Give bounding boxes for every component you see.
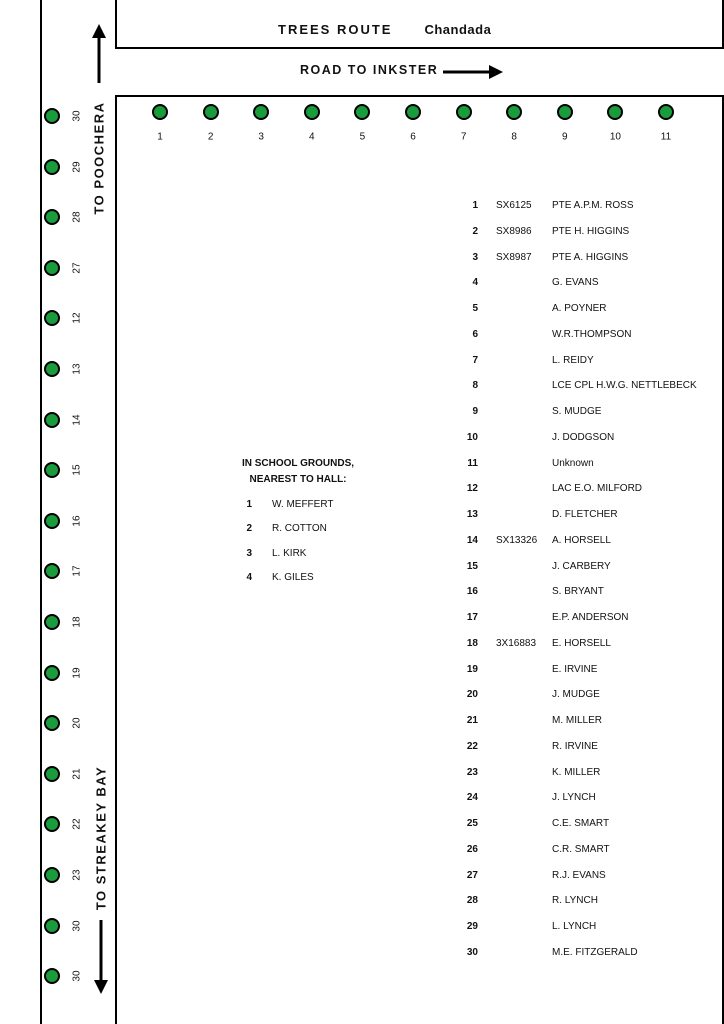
tree-marker (557, 104, 573, 120)
school-grounds-list (228, 456, 368, 590)
route-title: TREES ROUTE (278, 22, 393, 37)
tree-marker (658, 104, 674, 120)
tree-number: 3 (258, 131, 264, 143)
legend-name: J. CARBERY (552, 560, 611, 572)
legend-number: 17 (466, 612, 478, 623)
tree-marker (203, 104, 219, 120)
tree-marker (456, 104, 472, 120)
legend-name: R. LYNCH (552, 895, 598, 907)
arrow-up-icon (91, 24, 107, 84)
tree-number: 1 (157, 131, 163, 143)
legend-number: 24 (466, 792, 478, 804)
tree-number: 12 (71, 312, 83, 324)
legend-name: M. MILLER (552, 715, 603, 726)
tree-number: 7 (460, 131, 467, 143)
tree-marker (44, 563, 60, 579)
school-entry-name: L. KIRK (272, 547, 307, 559)
legend-number: 10 (466, 431, 478, 443)
legend-name: S. BRYANT (552, 586, 604, 598)
tree-number: 28 (71, 211, 83, 223)
school-entry-number: 3 (246, 547, 252, 559)
legend-name: J. MUDGE (552, 689, 600, 701)
school-entry (228, 492, 368, 517)
legend-number: 11 (467, 457, 478, 469)
legend-name: S. MUDGE (552, 406, 602, 417)
school-heading (228, 456, 368, 488)
legend-name: E.P. ANDERSON (552, 612, 629, 623)
legend-name: W.R.THOMPSON (552, 328, 632, 340)
tree-marker (44, 310, 60, 326)
tree-marker (44, 867, 60, 883)
tree-number: 23 (71, 869, 83, 881)
tree-marker (44, 260, 60, 276)
legend-name: E. IRVINE (552, 663, 598, 675)
legend-number: 18 (466, 637, 478, 649)
legend-number: 15 (466, 560, 478, 572)
legend-number: 30 (466, 946, 478, 958)
right-road-edge (115, 96, 117, 1024)
legend-number: 23 (466, 766, 478, 778)
legend-name: K. MILLER (552, 766, 601, 778)
legend-number: 20 (466, 689, 478, 701)
tree-number: 15 (71, 464, 83, 476)
upper-block-edge (115, 0, 117, 48)
tree-number: 29 (71, 161, 83, 173)
tree-marker (354, 104, 370, 120)
tree-marker (44, 159, 60, 175)
legend-number: 1 (472, 200, 478, 211)
tree-number: 30 (71, 920, 83, 932)
legend-number: 3 (472, 251, 478, 263)
legend-service-number: SX13326 (496, 534, 538, 546)
legend-name: D. FLETCHER (552, 509, 618, 520)
school-entry-number: 4 (246, 572, 252, 584)
tree-marker (152, 104, 168, 120)
road-arrow-right-icon (443, 64, 505, 80)
tree-marker (304, 104, 320, 120)
legend-service-number: SX8987 (496, 251, 532, 263)
legend-service-number: SX6125 (496, 200, 532, 211)
tree-number: 10 (609, 131, 621, 143)
arrow-down-icon (93, 920, 109, 996)
legend-number: 6 (472, 328, 478, 340)
legend-service-number: 3X16883 (496, 637, 537, 649)
legend-name: Unknown (552, 457, 594, 469)
legend-name: J. LYNCH (552, 792, 596, 804)
school-entry-name: R. COTTON (272, 523, 327, 535)
legend-name: PTE A. HIGGINS (552, 251, 629, 263)
tree-number: 14 (71, 414, 83, 426)
legend-service-number: SX8986 (496, 225, 532, 237)
route-place: Chandada (424, 22, 492, 37)
school-entry (228, 541, 368, 566)
legend-name: E. HORSELL (552, 637, 611, 649)
school-entry (228, 566, 368, 591)
tree-marker (44, 614, 60, 630)
school-entry-number: 2 (246, 523, 252, 535)
legend-number: 5 (472, 303, 478, 314)
legend-number: 19 (466, 663, 478, 675)
upper-road-edge (115, 47, 724, 49)
tree-marker (607, 104, 623, 120)
tree-number: 17 (71, 565, 83, 577)
tree-number: 13 (71, 363, 83, 375)
tree-number: 19 (71, 667, 83, 679)
tree-marker (44, 513, 60, 529)
legend-name: G. EVANS (552, 277, 599, 289)
tree-number: 2 (207, 131, 214, 143)
legend-number: 27 (466, 869, 478, 881)
label-to-streakey-bay: TO STREAKEY BAY (93, 765, 109, 911)
legend-number: 14 (466, 534, 478, 546)
legend-number: 13 (466, 509, 478, 520)
tree-marker (506, 104, 522, 120)
legend-name: C.R. SMART (552, 843, 610, 855)
tree-number: 27 (71, 262, 83, 274)
legend-number: 4 (472, 277, 478, 289)
legend-number: 21 (466, 715, 478, 726)
tree-number: 30 (71, 970, 83, 982)
tree-marker (44, 412, 60, 428)
school-entry-number: 1 (246, 498, 252, 510)
tree-marker (44, 462, 60, 478)
legend-name: M.E. FITZGERALD (552, 946, 638, 958)
school-heading-line1: IN SCHOOL GROUNDS, (241, 458, 355, 469)
legend-name: LCE CPL H.W.G. NETTLEBECK (552, 380, 697, 392)
legend-name: R.J. EVANS (552, 869, 606, 881)
legend-number: 25 (466, 818, 478, 829)
school-entry (228, 517, 368, 542)
school-entry-name: K. GILES (272, 572, 314, 584)
legend-number: 26 (466, 843, 478, 855)
legend-name: A. HORSELL (552, 534, 611, 546)
legend-number: 29 (466, 921, 478, 932)
legend-number: 9 (472, 406, 478, 417)
legend-name: L. REIDY (552, 354, 594, 366)
tree-number: 30 (71, 110, 83, 122)
tree-marker (44, 715, 60, 731)
tree-marker (44, 766, 60, 782)
legend-name: C.E. SMART (552, 818, 610, 829)
legend-name: PTE H. HIGGINS (552, 225, 630, 237)
tree-number: 18 (71, 616, 83, 628)
school-heading-line2: NEAREST TO HALL: (249, 474, 347, 485)
legend-number: 22 (466, 740, 478, 752)
tree-number: 5 (359, 131, 366, 143)
road-label: ROAD TO INKSTER (300, 63, 439, 77)
tree-number: 9 (562, 131, 568, 143)
legend-number: 7 (472, 354, 478, 366)
legend-number: 2 (472, 225, 478, 237)
left-road-edge (40, 0, 42, 1024)
tree-number: 8 (511, 131, 517, 143)
tree-marker (44, 816, 60, 832)
legend-name: A. POYNER (552, 303, 607, 314)
legend-name: J. DODGSON (552, 431, 615, 443)
legend-number: 16 (466, 586, 478, 598)
legend-number: 28 (466, 895, 478, 907)
tree-marker (405, 104, 421, 120)
tree-marker (44, 361, 60, 377)
tree-number: 20 (71, 717, 83, 729)
tree-marker (44, 665, 60, 681)
school-entry-name: W. MEFFERT (272, 498, 334, 510)
tree-number: 11 (660, 131, 672, 143)
tree-number: 22 (71, 818, 83, 830)
legend-number: 12 (466, 483, 478, 495)
lower-road-edge (115, 95, 724, 97)
map-header (278, 22, 491, 37)
tree-marker (44, 209, 60, 225)
tree-marker (44, 918, 60, 934)
tree-marker (44, 968, 60, 984)
tree-number: 21 (71, 768, 83, 780)
tree-marker (44, 108, 60, 124)
legend-name: R. IRVINE (552, 740, 598, 752)
tree-number: 4 (309, 131, 315, 143)
tree-number: 16 (71, 515, 83, 527)
tree-marker (253, 104, 269, 120)
legend-name: L. LYNCH (552, 921, 597, 932)
label-to-poochera: TO POOCHERA (91, 101, 107, 215)
legend-number: 8 (472, 380, 478, 392)
legend-name: PTE A.P.M. ROSS (552, 200, 634, 211)
legend-name: LAC E.O. MILFORD (552, 483, 643, 495)
tree-number: 6 (410, 131, 416, 143)
